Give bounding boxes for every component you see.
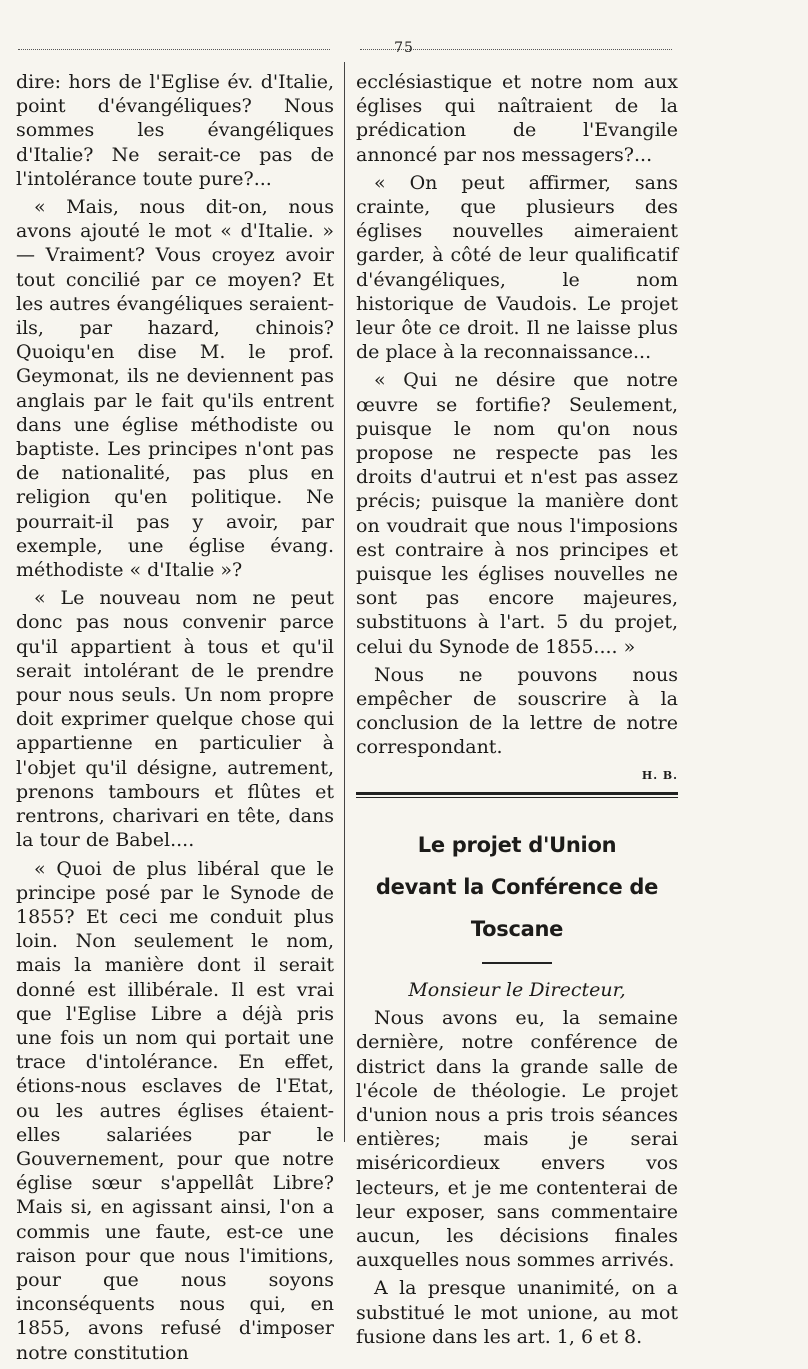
salutation: Monsieur le Directeur, (408, 978, 626, 1001)
right-column (356, 70, 678, 1353)
left-paragraph: « Quoi de plus libéral que le principe posé par le Synode de 1855? Et ceci me conduit plus loin. Non seulement le nom, mais la manière dont il serait donné est illibérale. Il est vrai que l'Eglise Libre a déjà pris une fois un nom qui portait une trace d'intolérance. En effet, étions-nous esclaves de l'Etat, ou les autres églises étaient-elles salariées par le Gouvernement, pour que notre église sœur s'appellât Libre? Mais si, en agissant ainsi, l'on a commis une faute, est-ce une raison pour que nous l'imitions, pour que nous soyons inconséquents nous qui, en 1855, avons refusé d'imposer notre constitution (16, 857, 334, 1364)
section-rule-thick (356, 792, 678, 795)
title-dash (482, 962, 552, 964)
signature: H. B. (641, 768, 678, 782)
header-rule-right (360, 49, 672, 50)
page-number: 75 (394, 40, 414, 56)
right-paragraph: Nous ne pouvons nous empêcher de souscrire à la conclusion de la lettre de notre correspondant. (356, 663, 678, 759)
article-title-line2: devant la Conférence de Toscane (375, 874, 659, 941)
left-paragraph: « Mais, nous dit-on, nous avons ajouté le mot « d'Italie. » — Vraiment? Vous croyez avoir tout concilié par ce moyen? Et les autres évangéliques seraient-ils, par hazard, chinois? Quoiqu'en dise M. le prof. Geymonat, ils ne deviennent pas anglais par le fait qu'ils entrent dans une église méthodiste ou baptiste. Les principes n'ont pas de nationalité, pas plus en religion qu'en politique. Ne pourrait-il pas y avoir, par exemple, une église évang. méthodiste « d'Italie »? (16, 196, 334, 582)
left-paragraph: « Le nouveau nom ne peut donc pas nous convenir parce qu'il appartient à tous et qu'il serait intolérant de le prendre pour nous seuls. Un nom propre doit exprimer quelque chose qui appartienne en particulier à l'objet qu'il désigne, autrement, prenons tambours et flûtes et rentrons, charivari en tête, dans la tour de Babel.... (16, 587, 334, 852)
column-divider (344, 62, 345, 1142)
right-paragraph: « On peut affirmer, sans crainte, que plusieurs des églises nouvelles aimeraient garder, à côté de leur qualificatif d'évangéliques, le nom historique de Vaudois. Le projet leur ôte ce droit. Il ne laisse plus de place à la reconnaissance... (356, 171, 678, 364)
right-paragraph: Nous avons eu, la semaine dernière, notre conférence de district dans la grande salle de l'école de théologie. Le projet d'union nous a pris trois séances entières; mais je serai miséricordieux envers vos lecteurs, et je me contenterai de leur exposer, sans commentaire aucun, les décisions finales auxquelles nous sommes arrivés. (356, 1007, 678, 1272)
right-paragraph: A la presque unanimité, on a substitué le mot unione, au mot fusione dans les art. 1, 6 et 8. (356, 1277, 678, 1348)
left-paragraph: dire: hors de l'Eglise év. d'Italie, point d'évangéliques? Nous sommes les évangéliques d'Italie? Ne serait-ce pas de l'intolérance toute pure?... (16, 71, 334, 190)
article-title-line1: Le projet d'Union (417, 832, 617, 857)
header-rule-left (18, 49, 330, 50)
section-rule-thin (356, 797, 678, 798)
left-column (16, 70, 334, 1369)
right-paragraph: « Qui ne désire que notre œuvre se fortifie? Seulement, puisque le nom qu'on nous propose ne respecte pas les droits d'autrui et n'est pas assez précis; puisque la manière dont on voudrait que nous l'imposions est contraire à nos principes et puisque les églises nouvelles ne sont pas encore majeures, substituons à l'art. 5 du projet, celui du Synode de 1855.... » (356, 369, 678, 658)
right-paragraph: ecclésiastique et notre nom aux églises qui naîtraient de la prédication de l'Evangile annoncé par nos messagers?... (356, 71, 678, 166)
